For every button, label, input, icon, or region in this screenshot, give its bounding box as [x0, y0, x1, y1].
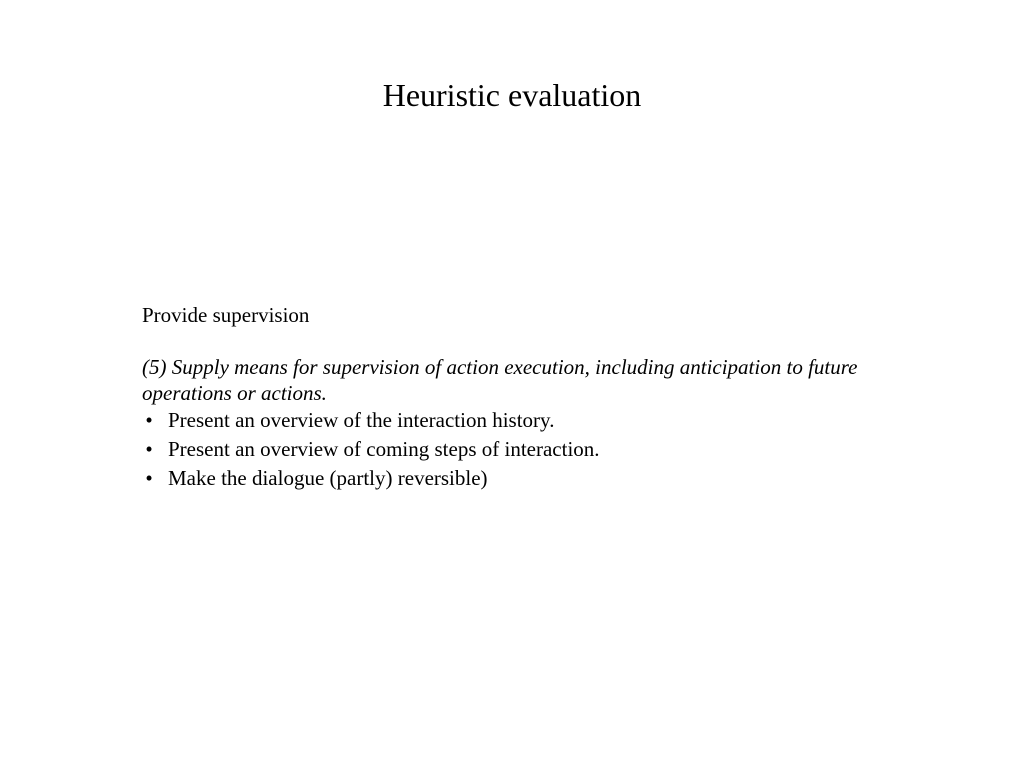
slide-title: Heuristic evaluation — [382, 77, 642, 113]
spacer — [142, 328, 942, 354]
slide-content — [142, 302, 942, 493]
bullet-icon: • — [145, 408, 153, 432]
bullet-list — [142, 406, 942, 493]
bullet-icon: • — [145, 437, 153, 461]
bullet-item — [142, 464, 942, 493]
bullet-icon: • — [145, 466, 153, 490]
bullet-item — [142, 435, 942, 464]
heuristic-statement: (5) Supply means for supervision of action execution, including anticipation to future operations or actions. — [142, 355, 858, 405]
bullet-text: Present an overview of the interaction history. — [168, 408, 555, 432]
bullet-text: Make the dialogue (partly) reversible) — [168, 466, 488, 490]
bullet-text: Present an overview of coming steps of interaction. — [168, 437, 600, 461]
subheading: Provide supervision — [142, 303, 310, 327]
bullet-item — [142, 406, 942, 435]
